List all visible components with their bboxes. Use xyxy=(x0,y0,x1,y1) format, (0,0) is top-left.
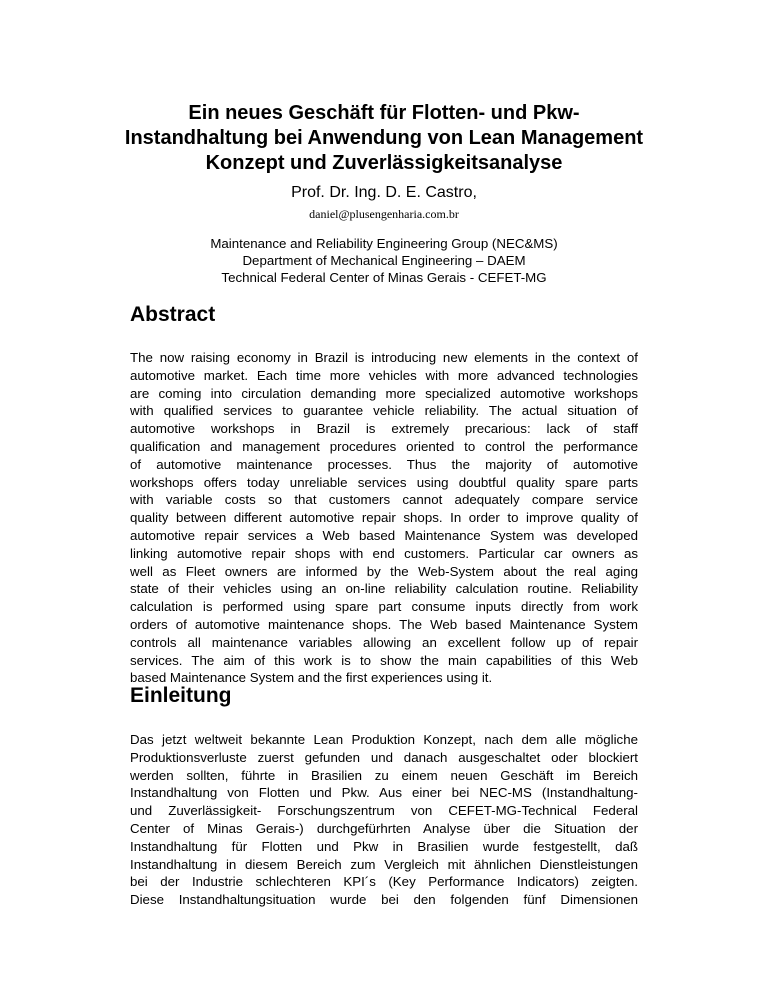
text-line: bei der Industrie schlechteren KPI´s (Key Performance Indicators) zeigten. xyxy=(130,874,638,890)
text-line: Center of Minas Gerais-) durchgefürhrten Analyse über die Situation der xyxy=(130,820,638,836)
text-line: well as Fleet owners are informed by the Web-System about the real aging xyxy=(130,563,638,579)
text-line: orders of automotive maintenance shops. The Web based Maintenance System xyxy=(130,616,638,632)
text-line: Instandhaltung in diesem Bereich zum Vergleich mit ähnlichen Dienstleistungen xyxy=(130,856,638,872)
text-line: The now raising economy in Brazil is introducing new elements in the context of xyxy=(130,350,638,365)
text-line: Das jetzt weltweit bekannte Lean Produktion Konzept, nach dem alle mögliche xyxy=(130,732,638,747)
text-line: automotive repair services a Web based Maintenance System was developed xyxy=(130,527,638,543)
einleitung-heading: Einleitung xyxy=(130,684,232,707)
text-line: Instandhaltung für Flotten und Pkw in Brasilien wurde festgestellt, daß xyxy=(130,838,638,854)
text-line: based Maintenance System and the first experiences using it. xyxy=(130,670,493,686)
text-line: with qualified services to guarantee vehicle reliability. The actual situation of xyxy=(130,403,638,419)
title-line: Konzept und Zuverlässigkeitsanalyse xyxy=(205,152,563,174)
abstract-heading: Abstract xyxy=(130,303,216,326)
affiliation xyxy=(0,235,768,286)
text-line: Instandhaltung von Flotten und Pkw. Aus einer bei NEC-MS (Instandhaltung- xyxy=(130,785,638,801)
author-name: Prof. Dr. Ing. D. E. Castro, xyxy=(291,184,477,201)
affiliation-line: Department of Mechanical Engineering – DAEM xyxy=(242,253,526,268)
text-line: automotive market. Each time more vehicles with more advanced technologies xyxy=(130,367,638,383)
paper-title xyxy=(100,101,668,176)
text-line: und Zuverlässigkeit- Forschungszentrum von CEFET-MG-Technical Federal xyxy=(130,803,638,819)
text-line: workshops offers today unreliable services using doubtful quality spare parts xyxy=(130,474,638,490)
einleitung-paragraph xyxy=(130,731,638,909)
author-email: daniel@plusengenharia.com.br xyxy=(309,207,459,221)
text-line: quality between different automotive repair shops. In order to improve quality of xyxy=(130,510,638,526)
text-line: controls all maintenance variables allowing an excellent follow up of repair xyxy=(130,634,638,650)
affiliation-line: Technical Federal Center of Minas Gerais - CEFET-MG xyxy=(221,270,547,285)
text-line: werden sollten, führte in Brasilien zu einem neuen Geschäft im Bereich xyxy=(130,767,638,783)
abstract-paragraph xyxy=(130,349,638,687)
text-line: with variable costs so that customers cannot adequately compare service xyxy=(130,492,638,508)
text-line: qualification and management procedures oriented to control the performance xyxy=(130,438,638,454)
title-line: Instandhaltung bei Anwendung von Lean Management xyxy=(124,127,644,149)
text-line: Diese Instandhaltungsituation wurde bei den folgenden fünf Dimensionen xyxy=(130,892,638,908)
text-line: are coming into circulation demanding more specialized automotive workshops xyxy=(130,385,638,401)
text-line: of automotive maintenance processes. Thus the majority of automotive xyxy=(130,456,638,472)
text-line: state of their vehicles using an on-line reliability calculation routine. Reliability xyxy=(130,581,638,597)
text-line: calculation is performed using spare part consume inputs directly from work xyxy=(130,599,638,615)
text-line: automotive workshops in Brazil is extremely precarious: lack of staff xyxy=(130,421,638,437)
text-line: Produktionsverluste zuerst gefunden und danach ausgeschaltet oder blockiert xyxy=(130,749,638,765)
affiliation-line: Maintenance and Reliability Engineering Group (NEC&MS) xyxy=(210,236,558,251)
text-line: services. The aim of this work is to show the main capabilities of this Web xyxy=(130,652,638,668)
title-line: Ein neues Geschäft für Flotten- und Pkw- xyxy=(188,102,580,124)
text-line: linking automotive repair shops with end customers. Particular car owners as xyxy=(130,545,638,561)
